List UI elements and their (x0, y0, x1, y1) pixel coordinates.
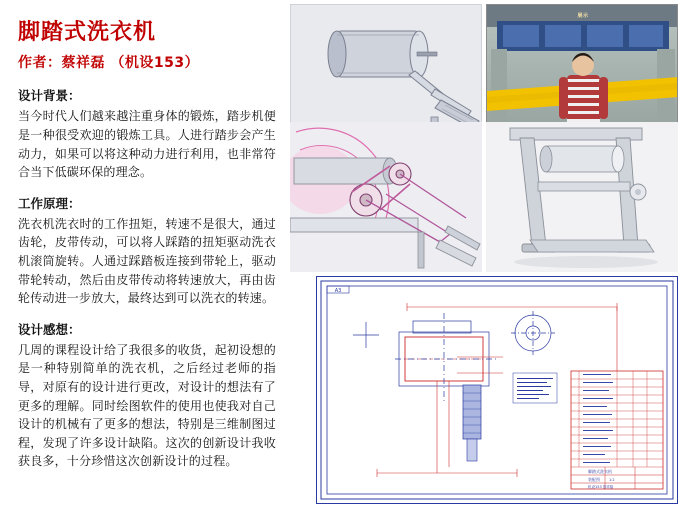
section-design-background (18, 86, 276, 181)
section-design-reflection (18, 320, 276, 471)
page-title: 脚踏式洗衣机 (18, 20, 157, 45)
cad-drawing-panel (316, 276, 678, 504)
author-line: 作者：蔡祥磊 （机设153） (18, 55, 200, 72)
3d-render-machine-frame-icon (486, 122, 678, 272)
svg-text:1:2: 1:2 (609, 478, 615, 482)
3d-render-pedal-assembly-icon (290, 122, 482, 272)
svg-text:A3: A3 (334, 288, 342, 294)
svg-text:展示: 展示 (577, 13, 589, 19)
section-working-principle (18, 194, 276, 308)
svg-text:脚踏式洗衣机: 脚踏式洗衣机 (588, 469, 612, 474)
section-body: 洗衣机洗衣时的工作扭矩，转速不是很大，通过齿轮，皮带传动，可以将人踩踏的扭矩驱动洗衣机滚筒旋转。人通过踩踏板连接到带轮上，驱动带轮转动，然后由皮带传动将转速放大，再由齿轮传动进一步放大，最终达到可以洗衣的转速。 (18, 216, 276, 306)
render-assembly-panel (290, 122, 482, 272)
svg-text:装配图: 装配图 (588, 477, 600, 482)
section-heading: 设计背景： (18, 88, 81, 104)
section-heading: 工作原理： (18, 195, 81, 211)
text-column (0, 0, 288, 510)
section-heading: 设计感想： (18, 321, 81, 337)
section-body: 当今时代人们越来越注重身体的锻炼，踏步机便是一种很受欢迎的锻炼工具。人进行踏步会产生动力，如果可以将这种动力进行利用，也非常符合当下低碳环保的理念。 (18, 109, 276, 180)
cad-technical-drawing-icon (317, 277, 677, 503)
image-column (288, 0, 680, 510)
svg-text:机设153 蔡祥磊: 机设153 蔡祥磊 (588, 485, 614, 489)
render-frame-panel (486, 122, 678, 272)
section-body: 几周的课程设计给了我很多的收货，起初设想的是一种特别简单的洗衣机，之后经过老师的指导，对原有的设计进行更改，对设计的想法有了更多的理解。同时绘图软件的使用也使我对自己设计的机械有了更多的想法，特别是三维制图过程，发现了许多设计缺陷。这次的创新设计我收获良多，十分珍惜这次创新设计的过程。 (18, 342, 276, 469)
